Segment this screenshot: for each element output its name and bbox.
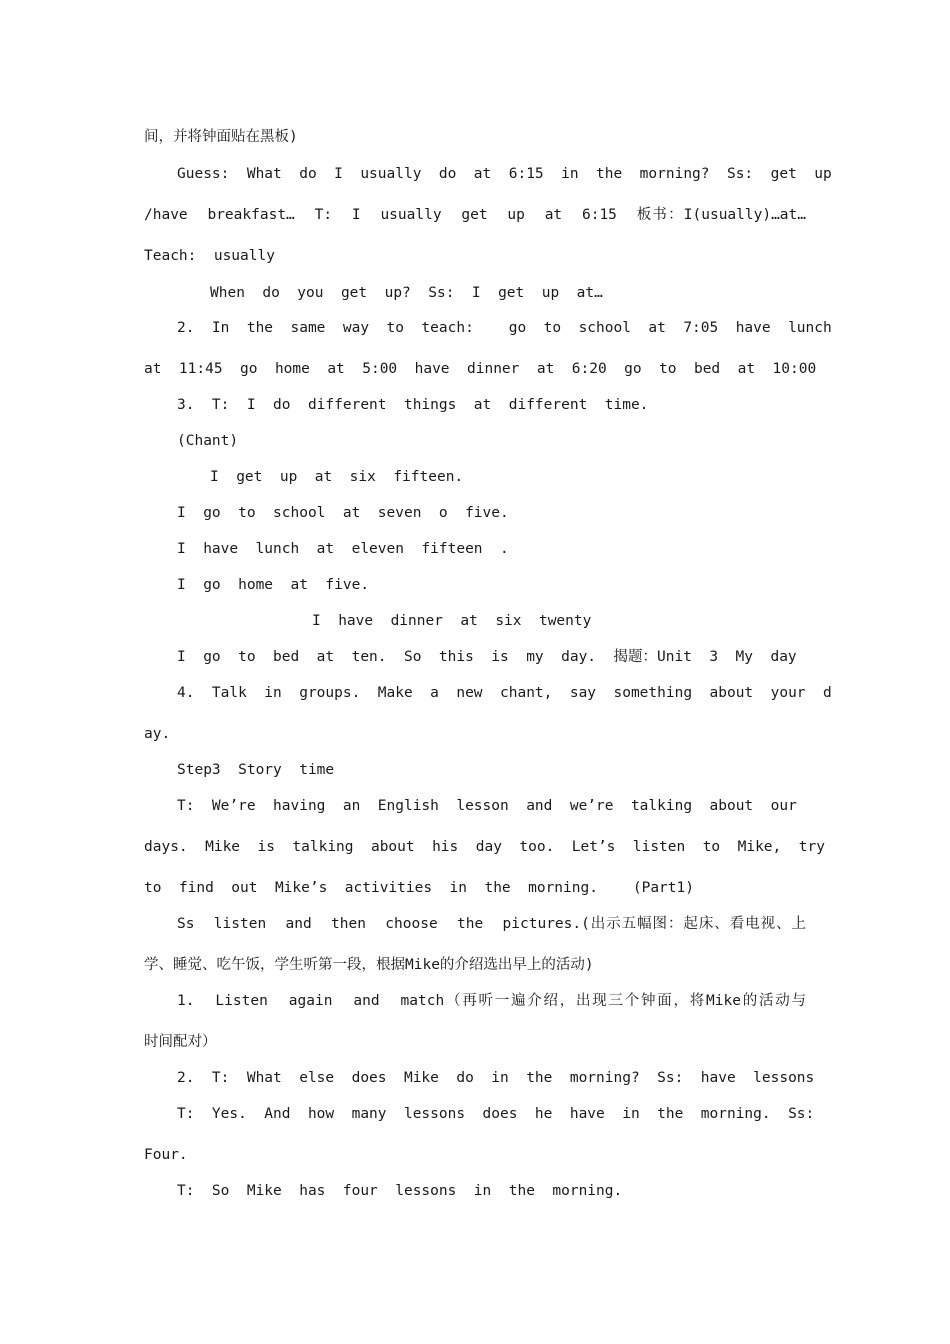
text-line: /have breakfast… T: I usually get up at 6:15 板书：I(usually)…at… [144, 207, 806, 223]
text-line: T: So Mike has four lessons in the morning. [177, 1183, 623, 1199]
text-line: Step3 Story time [177, 762, 335, 778]
text-line: 2. T: What else does Mike do in the morning? Ss: have lessons [177, 1070, 815, 1086]
text-line: at 11:45 go home at 5:00 have dinner at 6:20 go to bed at 10:00 [144, 361, 817, 377]
text-line: 时间配对） [144, 1034, 217, 1050]
text-line: 4. Talk in groups. Make a new chant, say something about your d [177, 685, 832, 701]
text-line: T: Yes. And how many lessons does he have in the morning. Ss: [177, 1106, 815, 1122]
text-line: 学、睡觉、吃午饭，学生听第一段，根据Mike的介绍选出早上的活动) [144, 957, 594, 973]
text-line: Ss listen and then choose the pictures.(出示五幅图：起床、看电视、上 [177, 916, 806, 932]
text-line: Guess: What do I usually do at 6:15 in the morning? Ss: get up [177, 166, 832, 182]
text-line: days. Mike is talking about his day too. Let’s listen to Mike, try [144, 839, 825, 855]
text-line: I go to bed at ten. So this is my day. 揭题：Unit 3 My day [177, 649, 797, 665]
text-line: I have dinner at six twenty [312, 613, 592, 629]
text-line: T: We’re having an English lesson and we’re talking about our [177, 798, 797, 814]
text-line: I go home at five. [177, 577, 370, 593]
text-line: Teach: usually [144, 248, 275, 264]
text-line: 3. T: I do different things at different time. [177, 397, 649, 413]
text-line: 2. In the same way to teach: go to school at 7:05 have lunch [177, 320, 832, 336]
text-line: When do you get up? Ss: I get up at… [210, 285, 603, 301]
text-line: to find out Mike’s activities in the morning. (Part1) [144, 880, 694, 896]
text-line: 1. Listen again and match（再听一遍介绍，出现三个钟面，将Mike的活动与 [177, 993, 806, 1009]
text-line: 间，并将钟面贴在黑板) [144, 129, 298, 145]
text-line: I go to school at seven o five. [177, 505, 509, 521]
text-line: ay. [144, 726, 171, 742]
text-line: I get up at six fifteen. [210, 469, 464, 485]
text-line: (Chant) [177, 433, 239, 449]
text-line: Four. [144, 1147, 188, 1163]
text-line: I have lunch at eleven fifteen . [177, 541, 509, 557]
